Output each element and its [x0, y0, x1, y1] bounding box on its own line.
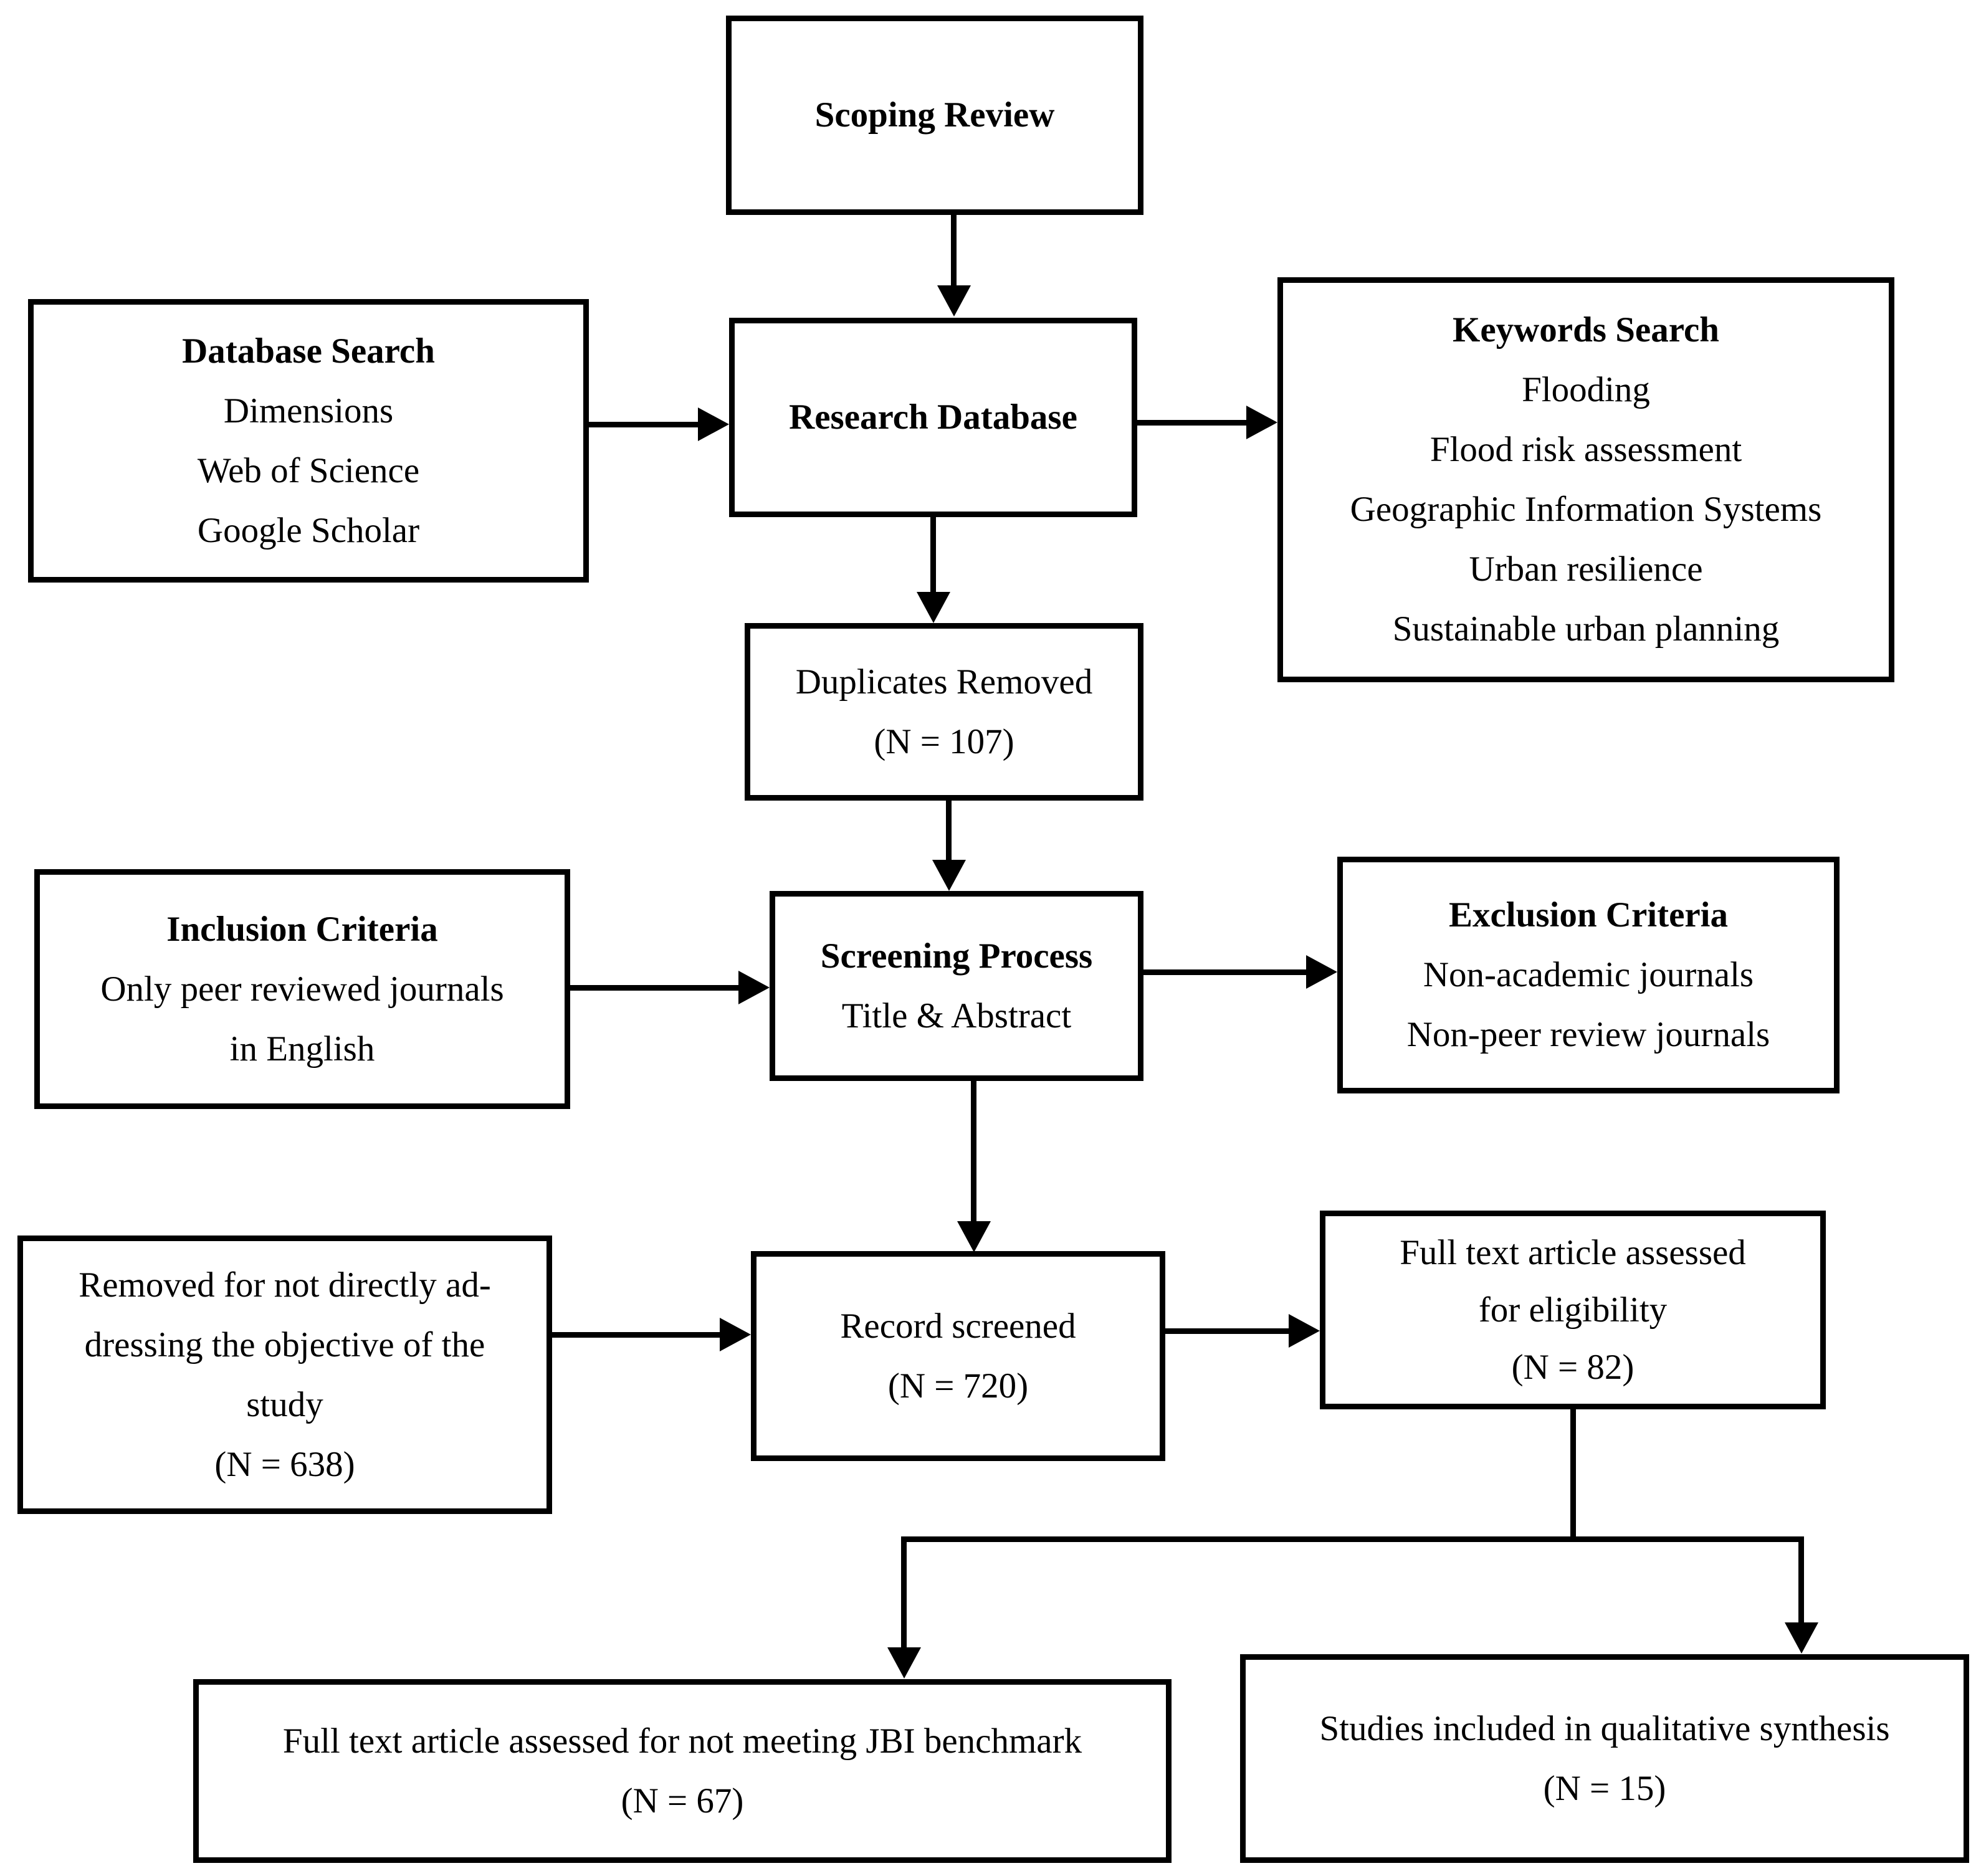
arrow-branch-to-studies-head — [1785, 1622, 1818, 1654]
box-scoping-review — [726, 16, 1143, 215]
exclusion-criteria-text: Non-academic journals — [1423, 955, 1754, 994]
duplicates-removed-count: (N = 107) — [874, 721, 1014, 761]
keywords-search-item: Flood risk assessment — [1429, 430, 1742, 469]
screening-process-text: Title & Abstract — [841, 996, 1072, 1036]
removed-objective-count: (N = 638) — [214, 1444, 355, 1484]
full-text-jbi-text: Full text article assessed for not meeting JBI benchmark — [282, 1721, 1082, 1761]
arrow-branch-to-jbi-line — [901, 1536, 907, 1650]
box-studies-included — [1240, 1654, 1969, 1863]
box-exclusion-criteria — [1337, 857, 1840, 1093]
exclusion-criteria-title: Exclusion Criteria — [1448, 895, 1729, 935]
database-search-title: Database Search — [182, 331, 435, 371]
removed-objective-text: Removed for not directly ad- — [79, 1265, 491, 1305]
arrow-record-to-fulltext-head — [1289, 1314, 1320, 1348]
studies-included-count: (N = 15) — [1543, 1768, 1666, 1808]
arrow-inclusion-to-screening-head — [738, 971, 770, 1004]
arrow-research-to-duplicates-line — [930, 517, 936, 595]
research-database-title: Research Database — [789, 398, 1077, 437]
arrow-screening-to-exclusion-head — [1306, 955, 1337, 989]
keywords-search-item: Flooding — [1522, 370, 1650, 409]
arrow-screening-to-exclusion-line — [1143, 969, 1307, 975]
box-research-database — [729, 318, 1137, 517]
removed-objective-text: dressing the objective of the — [84, 1325, 485, 1364]
arrow-inclusion-to-screening-line — [570, 985, 740, 991]
studies-included-text: Studies included in qualitative synthesis — [1319, 1708, 1890, 1748]
box-screening-process — [770, 891, 1143, 1081]
arrow-scoping-to-research-line — [951, 215, 957, 288]
arrow-scoping-to-research-head — [937, 285, 971, 317]
keywords-search-item: Sustainable urban planning — [1392, 609, 1780, 649]
box-full-text-jbi — [193, 1679, 1172, 1863]
arrow-branch-to-studies-line — [1798, 1536, 1804, 1625]
keywords-search-title: Keywords Search — [1452, 310, 1719, 350]
box-database-search — [28, 299, 589, 583]
inclusion-criteria-text: Only peer reviewed journals — [100, 969, 504, 1009]
arrow-record-to-fulltext-line — [1165, 1328, 1290, 1334]
full-text-eligibility-text: Full text article assessed — [1400, 1232, 1746, 1272]
record-screened-label: Record screened — [840, 1306, 1076, 1346]
database-search-item: Web of Science — [197, 450, 420, 490]
arrow-duplicates-to-screening-line — [946, 801, 952, 863]
inclusion-criteria-title: Inclusion Criteria — [166, 909, 438, 949]
box-record-screened — [751, 1251, 1165, 1461]
box-duplicates-removed — [745, 623, 1143, 801]
box-keywords-search — [1277, 277, 1894, 682]
branch-horizontal-line — [901, 1536, 1804, 1542]
arrow-screening-to-record-line — [971, 1081, 976, 1224]
full-text-jbi-count: (N = 67) — [621, 1781, 744, 1821]
screening-process-title: Screening Process — [820, 936, 1093, 976]
box-inclusion-criteria — [34, 869, 570, 1109]
keywords-search-item: Geographic Information Systems — [1350, 490, 1822, 529]
database-search-item: Google Scholar — [197, 510, 420, 550]
duplicates-removed-label: Duplicates Removed — [795, 662, 1093, 702]
branch-stem-line — [1570, 1409, 1576, 1542]
arrow-database-to-research-head — [698, 407, 729, 441]
box-removed-objective — [17, 1236, 552, 1514]
database-search-item: Dimensions — [223, 391, 394, 431]
exclusion-criteria-text: Non-peer review journals — [1406, 1015, 1770, 1054]
scoping-review-title: Scoping Review — [814, 95, 1055, 135]
full-text-eligibility-count: (N = 82) — [1511, 1347, 1635, 1387]
keywords-search-item: Urban resilience — [1469, 550, 1703, 589]
full-text-eligibility-text: for eligibility — [1478, 1290, 1668, 1330]
arrow-removed-to-record-line — [552, 1332, 723, 1338]
arrow-research-to-keywords-head — [1246, 406, 1277, 439]
arrow-branch-to-jbi-head — [887, 1647, 921, 1678]
arrow-duplicates-to-screening-head — [932, 860, 966, 891]
arrow-research-to-keywords-line — [1137, 420, 1249, 426]
arrow-research-to-duplicates-head — [917, 592, 950, 623]
removed-objective-text: study — [246, 1384, 323, 1424]
arrow-database-to-research-line — [589, 422, 701, 427]
arrow-removed-to-record-head — [720, 1318, 751, 1351]
record-screened-count: (N = 720) — [887, 1366, 1029, 1406]
box-full-text-eligibility — [1320, 1211, 1826, 1409]
inclusion-criteria-text: in English — [229, 1029, 375, 1069]
arrow-screening-to-record-head — [957, 1221, 991, 1252]
